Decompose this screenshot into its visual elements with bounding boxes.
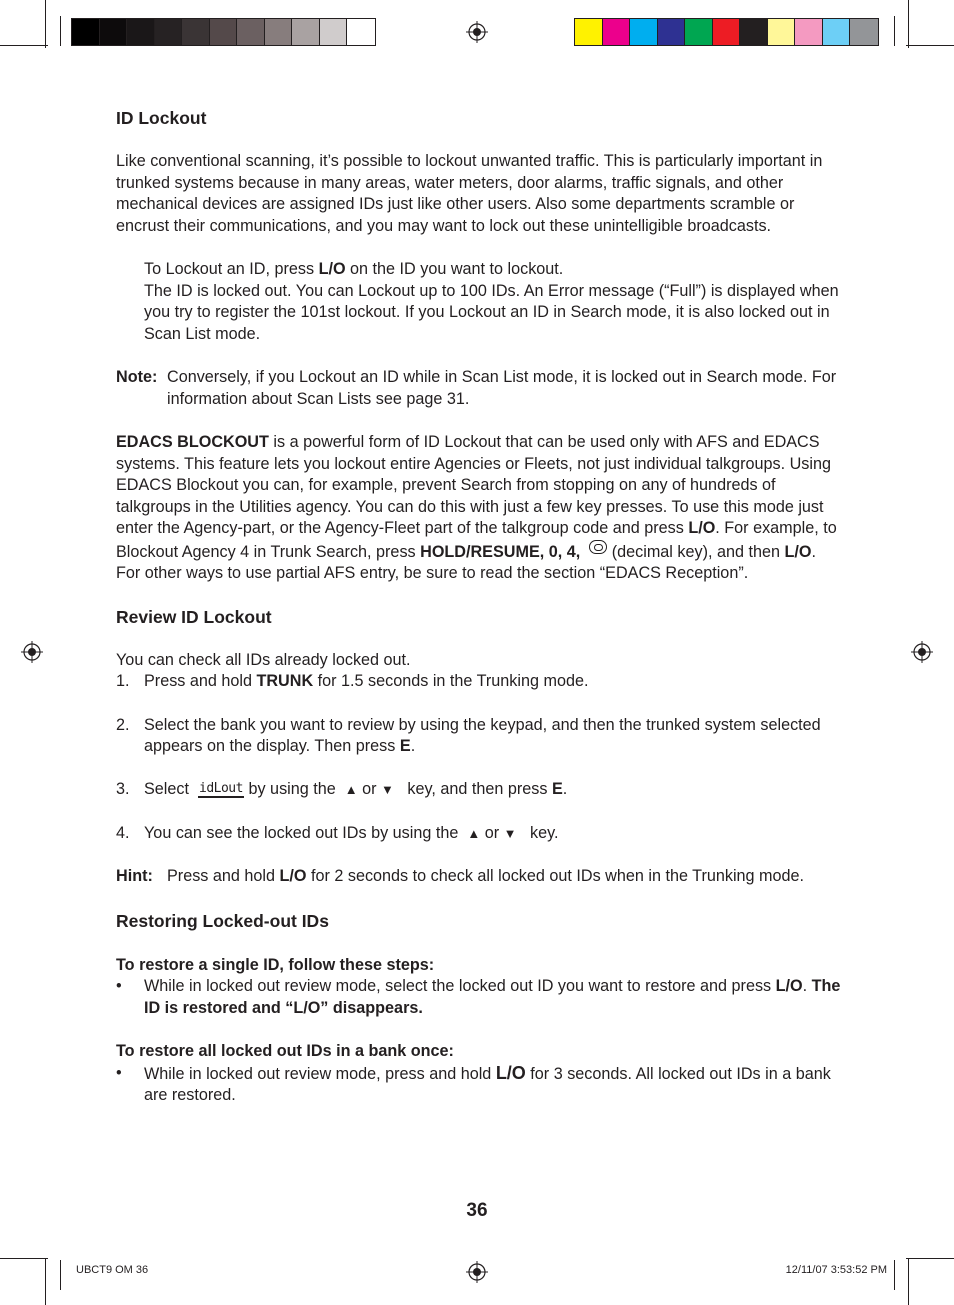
lo-key: L/O bbox=[318, 260, 346, 279]
review-intro: You can check all IDs already locked out. bbox=[116, 650, 411, 669]
color-swatch bbox=[210, 19, 238, 45]
lockout-result: The ID is locked out. You can Lockout up to 100 IDs. An Error message (“Full”) is displayed when you try to register the 101st lockout. If you Lockout an ID in Search mode, it is also locked out in Scan List mode. bbox=[144, 281, 839, 343]
color-swatch bbox=[603, 19, 631, 45]
list-item: 1. Press and hold TRUNK for 1.5 seconds in the Trunking mode. bbox=[116, 672, 589, 691]
registration-mark-icon bbox=[911, 641, 933, 663]
section-title-restoring: Restoring Locked-out IDs bbox=[116, 911, 329, 932]
list-item: 4. You can see the locked out IDs by using the ▲ or ▼ key. bbox=[116, 823, 559, 842]
registration-mark-icon bbox=[466, 21, 488, 43]
up-arrow-icon: ▲ bbox=[344, 782, 358, 798]
color-swatch bbox=[713, 19, 741, 45]
color-swatch bbox=[72, 19, 100, 45]
section-title-review-id-lockout: Review ID Lockout bbox=[116, 606, 272, 627]
section-title-id-lockout: ID Lockout bbox=[116, 108, 207, 128]
edacs-blockout-paragraph: EDACS BLOCKOUT is a powerful form of ID Lockout that can be used only with AFS and EDACS systems. This feature lets you lockout entire Agencies or Fleets, not just individual talkgroups. Using EDACS Blockout you can, for example, prevent Search from stopping on any of hundreds of talkgroups in the Utilities agency. You can do this with just a few key presses. To use this mode just enter the Agency-part, or the Agency-Fleet part of the talkgroup code and press L/O. For example, to Blockout Agency 4 in Trunk Search, press HOLD/RESUME, 0, 4, (decimal key), and then L/O. For other ways to use partial AFS entry, be sure to read the section “EDACS Reception”. bbox=[116, 432, 837, 583]
intro-paragraph: Like conventional scanning, it’s possible to lockout unwanted traffic. This is particularly important in trunked systems because in many areas, water meters, door alarms, traffic signals, and other mechanical devices are assigned IDs just like other users. Also some departments scramble or encrust their communications, and you may want to lock out these unintelligible broadcasts. bbox=[116, 152, 823, 235]
lcd-dlout-icon: idLout bbox=[199, 781, 243, 797]
color-swatch bbox=[850, 19, 878, 45]
color-swatch bbox=[265, 19, 293, 45]
restore-all-heading: To restore all locked out IDs in a bank once: bbox=[116, 1041, 454, 1060]
up-arrow-icon: ▲ bbox=[467, 825, 481, 841]
down-arrow-icon: ▼ bbox=[381, 782, 394, 798]
color-swatch bbox=[630, 19, 658, 45]
hint-block bbox=[116, 866, 841, 888]
color-swatch bbox=[347, 19, 375, 45]
grayscale-color-bar bbox=[71, 18, 376, 46]
list-item: • While in locked out review mode, select the locked out ID you want to restore and press L/O. The ID is restored and “L/O” disappears. bbox=[116, 977, 841, 1017]
process-color-bar bbox=[574, 18, 879, 46]
color-swatch bbox=[740, 19, 768, 45]
list-item: • While in locked out review mode, press and hold L/O for 3 seconds. All locked out IDs in a bank are restored. bbox=[116, 1062, 831, 1105]
page-content bbox=[116, 108, 841, 1107]
decimal-key-icon bbox=[589, 540, 607, 554]
color-swatch bbox=[768, 19, 796, 45]
color-swatch bbox=[685, 19, 713, 45]
color-swatch bbox=[320, 19, 348, 45]
lockout-step: To Lockout an ID, press L/O on the ID you want to lockout. bbox=[144, 260, 564, 279]
color-swatch bbox=[237, 19, 265, 45]
print-slug-right: 12/11/07 3:53:52 PM bbox=[785, 1264, 887, 1276]
registration-mark-icon bbox=[21, 641, 43, 663]
list-item: 3. Select idLout by using the ▲ or ▼ key, and then press E. bbox=[116, 780, 568, 799]
hint-label: Hint: bbox=[116, 866, 153, 885]
color-swatch bbox=[575, 19, 603, 45]
color-swatch bbox=[292, 19, 320, 45]
color-swatch bbox=[823, 19, 851, 45]
restore-single-heading: To restore a single ID, follow these steps: bbox=[116, 955, 435, 974]
color-swatch bbox=[127, 19, 155, 45]
down-arrow-icon: ▼ bbox=[503, 825, 517, 841]
print-slug-left: UBCT9 OM 36 bbox=[76, 1264, 149, 1276]
page-number: 36 bbox=[466, 1200, 488, 1221]
hint-text: Press and hold L/O for 2 seconds to check all locked out IDs when in the Trunking mode. bbox=[167, 866, 805, 885]
color-swatch bbox=[100, 19, 128, 45]
registration-mark-icon bbox=[466, 1261, 488, 1283]
list-item: 2. Select the bank you want to review by using the keypad, and then the trunked system selected appears on the display. Then press E. bbox=[116, 715, 821, 756]
color-swatch bbox=[658, 19, 686, 45]
color-swatch bbox=[795, 19, 823, 45]
note-label: Note: bbox=[116, 368, 158, 387]
color-swatch bbox=[155, 19, 183, 45]
color-swatch bbox=[182, 19, 210, 45]
note-text: Conversely, if you Lockout an ID while in Scan List mode, it is locked out in Search mode. For information about Scan Lists see page 31. bbox=[167, 368, 837, 408]
note-block bbox=[116, 367, 841, 410]
